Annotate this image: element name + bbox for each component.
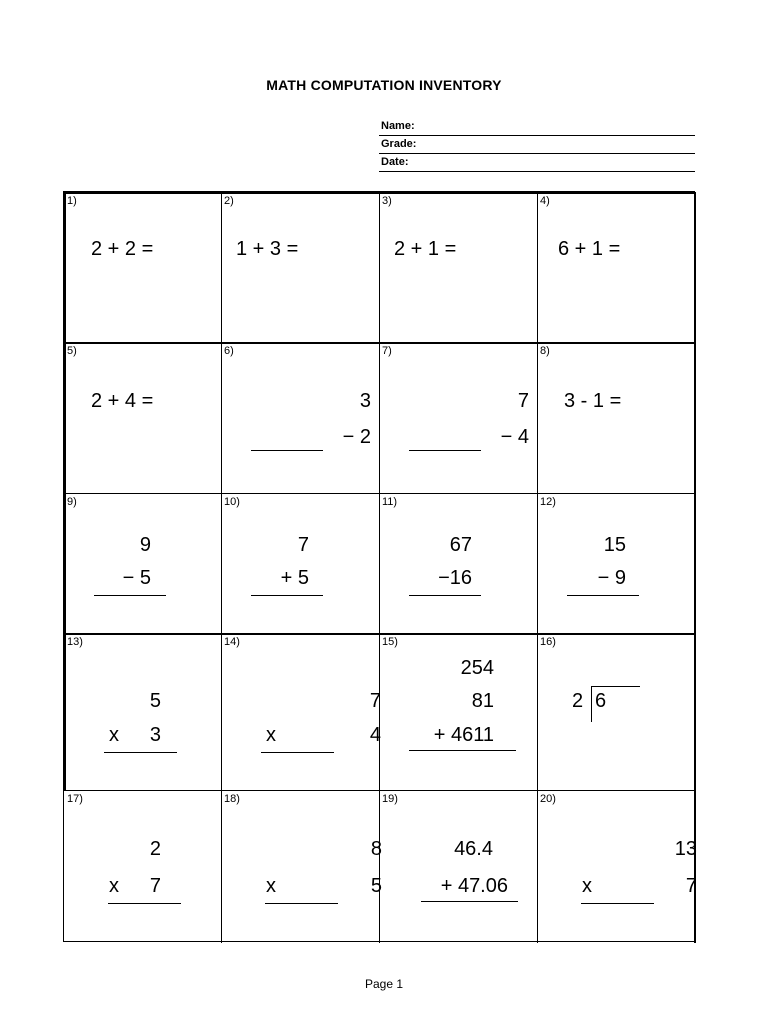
problem-cell[interactable]: [537, 192, 694, 342]
problem-cell[interactable]: [537, 633, 694, 790]
answer-line: [581, 903, 654, 904]
problem-number: 17): [67, 793, 83, 805]
multiply-operator: x: [109, 875, 119, 897]
answer-line: [108, 903, 181, 904]
problem-number: 3): [382, 195, 392, 207]
problem-number: 1): [67, 195, 77, 207]
multiply-operator: x: [266, 875, 276, 897]
problem-top-number: 46.4: [454, 838, 493, 860]
problem-bottom-number: −16: [438, 567, 472, 589]
problem-bottom-number: 5: [370, 875, 382, 897]
problem-bottom-number: 4: [369, 724, 381, 746]
problem-number: 5): [67, 345, 77, 357]
problem-cell[interactable]: [379, 493, 537, 633]
answer-line: [251, 450, 323, 451]
problem-cell[interactable]: [64, 493, 221, 633]
answer-line: [94, 595, 166, 596]
problem-cell[interactable]: [379, 192, 537, 342]
divisor: 2: [572, 690, 584, 712]
problem-top-number: 8: [370, 838, 382, 860]
problem-top-number: 9: [139, 534, 151, 556]
division-bracket: [591, 686, 592, 722]
problem-top-number: 7: [517, 390, 529, 412]
problem-bottom-number: 7: [685, 875, 697, 897]
answer-line: [251, 595, 323, 596]
problem-expression: 3 - 1 =: [564, 390, 622, 412]
problem-number: 14): [224, 636, 240, 648]
problem-cell[interactable]: [64, 790, 221, 942]
problem-bottom-number: + 47.06: [440, 875, 508, 897]
problem-number: 4): [540, 195, 550, 207]
problem-cell[interactable]: [64, 633, 221, 790]
problem-number: 16): [540, 636, 556, 648]
name-field[interactable]: Name:: [379, 118, 695, 136]
problem-cell[interactable]: [64, 192, 221, 342]
problem-cell[interactable]: [537, 342, 694, 493]
student-info: [379, 118, 695, 172]
problem-top-number: 15: [603, 534, 626, 556]
problem-cell[interactable]: [221, 493, 379, 633]
problem-top-number: 2: [149, 838, 161, 860]
answer-line: [261, 752, 334, 753]
problem-number: 2): [224, 195, 234, 207]
problem-expression: 6 + 1 =: [558, 238, 621, 260]
problem-number: 19): [382, 793, 398, 805]
problem-cell[interactable]: [537, 790, 697, 942]
problem-cell[interactable]: [221, 790, 382, 942]
dividend: 6: [595, 690, 607, 712]
problem-expression: 2 + 4 =: [91, 390, 154, 412]
answer-line: [409, 750, 516, 751]
problem-number: 11): [382, 496, 398, 508]
problem-number: 9): [67, 496, 77, 508]
answer-line: [104, 752, 177, 753]
problem-top-number: 7: [297, 534, 309, 556]
problem-top-number: 13: [674, 838, 697, 860]
problem-addend-1: 254: [460, 657, 494, 679]
multiply-operator: x: [266, 724, 276, 746]
problem-top-number: 67: [449, 534, 472, 556]
problem-bottom-number: 7: [149, 875, 161, 897]
problem-bottom-number: − 5: [122, 567, 151, 589]
page-number: Page 1: [364, 977, 404, 991]
division-bar: [591, 686, 640, 687]
problem-cell[interactable]: [537, 493, 694, 633]
problem-expression: 2 + 2 =: [91, 238, 154, 260]
problem-cell[interactable]: [64, 342, 221, 493]
problem-cell[interactable]: [379, 342, 537, 493]
problem-number: 15): [382, 636, 398, 648]
problem-number: 10): [224, 496, 240, 508]
grade-field[interactable]: Grade:: [379, 136, 695, 154]
grid-right-border: [694, 192, 696, 943]
problem-number: 6): [224, 345, 234, 357]
problem-top-number: 7: [369, 690, 381, 712]
problem-number: 12): [540, 496, 556, 508]
problem-cell[interactable]: [221, 192, 379, 342]
answer-line: [421, 901, 518, 902]
problem-top-number: 3: [359, 390, 371, 412]
multiply-operator: x: [109, 724, 119, 746]
problem-addend-2: 81: [471, 690, 494, 712]
problem-expression: 2 + 1 =: [394, 238, 457, 260]
problem-number: 8): [540, 345, 550, 357]
problem-cell[interactable]: [221, 633, 379, 790]
problem-grid: [63, 191, 695, 942]
problem-bottom-number: + 5: [280, 567, 309, 589]
problem-number: 18): [224, 793, 240, 805]
multiply-operator: x: [582, 875, 592, 897]
problem-top-number: 5: [149, 690, 161, 712]
problem-addend-3: + 4611: [433, 724, 494, 746]
problem-cell[interactable]: [379, 790, 537, 942]
answer-line: [567, 595, 639, 596]
problem-cell[interactable]: [221, 342, 379, 493]
problem-bottom-number: − 4: [500, 426, 529, 448]
problem-bottom-number: − 2: [342, 426, 371, 448]
problem-bottom-number: 3: [149, 724, 161, 746]
answer-line: [409, 595, 481, 596]
problem-bottom-number: − 9: [597, 567, 626, 589]
answer-line: [409, 450, 481, 451]
date-field[interactable]: Date:: [379, 154, 695, 172]
page-title: MATH COMPUTATION INVENTORY: [266, 77, 502, 93]
answer-line: [265, 903, 338, 904]
problem-number: 7): [382, 345, 392, 357]
problem-number: 13): [67, 636, 83, 648]
problem-cell[interactable]: [379, 633, 537, 790]
problem-number: 20): [540, 793, 556, 805]
problem-expression: 1 + 3 =: [236, 238, 299, 260]
